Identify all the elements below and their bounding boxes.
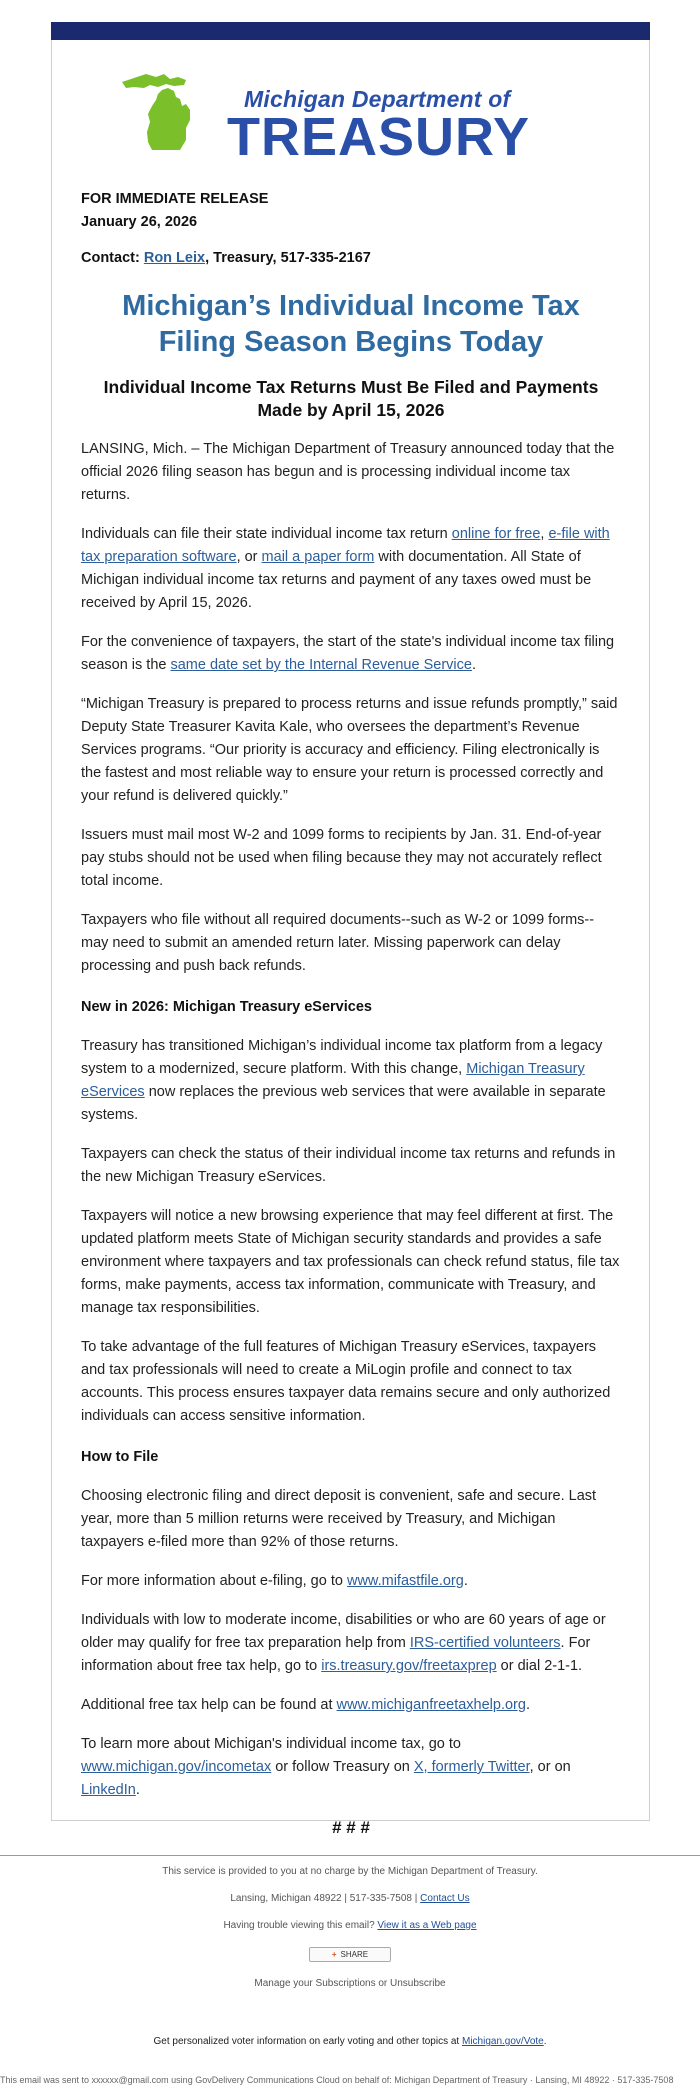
text-span: Treasury has transitioned Michigan’s individual income tax platform from a legacy system to a modernized, secure platform. With this change, (81, 1038, 603, 1077)
eservices-link[interactable]: Michigan Treasury eServices (81, 1061, 585, 1100)
footer-service-text: This service is provided to you at no charge by the Michigan Department of Treasury. (162, 1866, 538, 1877)
paper-form-link[interactable]: mail a paper form (261, 549, 375, 565)
footer (0, 1866, 700, 2005)
mifastfile-link[interactable]: www.mifastfile.org (346, 1573, 464, 1589)
paragraph-filing-options (81, 523, 621, 615)
paragraph-quote: “Michigan Treasury is prepared to process returns and issue refunds promptly,” said Deputy State Treasurer Kavita Kale, who oversees the department’s Revenue Services programs. “Our priority is accuracy and efficiency. Filing electronically is the fastest and most reliable way to ensure your return is processed correctly and your refund is delivered quickly.” (81, 696, 618, 804)
paragraph-efile-stats: Choosing electronic filing and direct deposit is convenient, safe and secure. Last year, more than 5 million returns were received by Treasury, and Michigan taxpayers e-filed more than 92% of those returns. (81, 1488, 597, 1550)
treasury-logo (104, 44, 531, 167)
vote-text: Get personalized voter information on early voting and other topics at (153, 2036, 462, 2047)
release-label: FOR IMMEDIATE RELEASE (81, 191, 269, 207)
vote-link[interactable]: Michigan.gov/Vote (462, 2036, 544, 2047)
paragraph-irs-date (81, 631, 621, 677)
efile-software-link[interactable]: e-file with tax preparation software (81, 526, 610, 565)
sent-to-notice: This email was sent to xxxxxx@gmail.com using GovDelivery Communications Cloud on behalf of: Michigan Department of Treasury · Lansing, MI 48922 · 517-335-7508 (0, 2075, 674, 2085)
section-heading-how-to-file: How to File (81, 1449, 159, 1465)
linkedin-link[interactable]: LinkedIn (81, 1782, 136, 1798)
incometax-link[interactable]: www.michigan.gov/incometax (81, 1759, 272, 1775)
footer-trouble (0, 1920, 700, 1931)
text-span: Individuals with low to moderate income, disabilities or who are 60 years of age or older may qualify for free tax preparation help from (81, 1612, 606, 1651)
logo-line-1: Michigan Department of (244, 86, 511, 112)
share-button[interactable] (309, 1947, 391, 1962)
footer-address (0, 1893, 700, 1904)
paragraph-additional-help (81, 1694, 621, 1717)
text-span: or dial 2-1-1. (496, 1658, 583, 1674)
vote-end: . (543, 2036, 547, 2047)
contact-name-link[interactable]: Ron Leix (143, 250, 206, 266)
manage-subscriptions[interactable]: Manage your Subscriptions or Unsubscribe (254, 1978, 446, 1989)
share-label: SHARE (340, 1950, 369, 1959)
michiganfreetaxhelp-link[interactable]: www.michiganfreetaxhelp.org (336, 1697, 526, 1713)
text-span: , or on (529, 1759, 571, 1775)
contact-label: Contact: (81, 250, 144, 266)
contact-line (81, 250, 621, 266)
press-release (81, 188, 621, 1838)
text-span: with documentation. All State of Michigan individual income tax returns and payment of any taxes owed must be received by April 15, 2026. (81, 549, 592, 611)
text-span: , (540, 526, 549, 542)
x-twitter-link[interactable]: X, formerly Twitter (413, 1759, 530, 1775)
header-bar (51, 22, 650, 40)
share-row (0, 1947, 700, 1962)
michigan-map-icon (104, 44, 244, 154)
text-span: now replaces the previous web services that were available in separate systems. (81, 1084, 606, 1123)
paragraph-free-help (81, 1609, 621, 1678)
online-for-free-link[interactable]: online for free (451, 526, 541, 542)
text-span: . For information about free tax help, go to (81, 1635, 591, 1674)
freetaxprep-link[interactable]: irs.treasury.gov/freetaxprep (321, 1658, 497, 1674)
headline: Michigan’s Individual Income Tax Filing Season Begins Today (122, 290, 580, 358)
paragraph-mifastfile (81, 1570, 621, 1593)
text-span: . (463, 1573, 468, 1589)
text-span: Additional free tax help can be found at (81, 1697, 337, 1713)
paragraph-intro: LANSING, Mich. – The Michigan Department of Treasury announced today that the official 2026 filing season has begun and is processing individual income tax returns. (81, 441, 615, 503)
trouble-text: Having trouble viewing this email? (223, 1920, 378, 1931)
address-text: Lansing, Michigan 48922 | 517-335-7508 | (230, 1893, 421, 1904)
text-span: or follow Treasury on (271, 1759, 414, 1775)
paragraph-missing-documents: Taxpayers who file without all required documents--such as W-2 or 1099 forms--may need to submit an amended return later. Missing paperwork can delay processing and push back refunds. (81, 912, 595, 974)
irs-date-link[interactable]: same date set by the Internal Revenue Service (170, 657, 472, 673)
view-web-page-link[interactable]: View it as a Web page (377, 1920, 477, 1931)
text-span: For the convenience of taxpayers, the start of the state's individual income tax filing season is the (81, 634, 615, 673)
paragraph-status-check: Taxpayers can check the status of their individual income tax returns and refunds in the new Michigan Treasury eServices. (81, 1146, 616, 1185)
release-date: January 26, 2026 (81, 214, 198, 230)
paragraph-eservices (81, 1035, 621, 1127)
text-span: , or (236, 549, 262, 565)
contact-details: , Treasury, 517-335-2167 (205, 250, 371, 266)
plus-icon: + (331, 1950, 337, 1959)
section-heading-new: New in 2026: Michigan Treasury eServices (81, 999, 372, 1015)
paragraph-browsing: Taxpayers will notice a new browsing experience that may feel different at first. The updated platform meets State of Michigan security standards and provides a safe environment where taxpayers and tax professionals can check refund status, file tax forms, make payments, access tax information, communicate with Treasury, and manage tax responsibilities. (81, 1208, 620, 1316)
text-span: For more information about e-filing, go to (81, 1573, 347, 1589)
logo-line-2: TREASURY (227, 107, 531, 167)
paragraph-milogin: To take advantage of the full features of Michigan Treasury eServices, taxpayers and tax professionals will need to create a MiLogin profile and connect to tax accounts. This process ensures taxpayer data remains secure and only authorized individuals can access sensitive information. (81, 1339, 611, 1424)
footer-divider (0, 1855, 700, 1856)
irs-volunteers-link[interactable]: IRS-certified volunteers (409, 1635, 561, 1651)
subheadline: Individual Income Tax Returns Must Be Filed and Payments Made by April 15, 2026 (103, 377, 599, 420)
paragraph-w2-forms: Issuers must mail most W-2 and 1099 forms to recipients by Jan. 31. End-of-year pay stubs should not be used when filing because they may not accurately reflect total income. (81, 827, 602, 889)
voter-info (0, 2036, 700, 2047)
end-marks: # # # (332, 1818, 370, 1837)
text-span: To learn more about Michigan's individual income tax, go to (81, 1736, 461, 1752)
text-span: . (135, 1782, 140, 1798)
text-span: . (525, 1697, 530, 1713)
text-span: Individuals can file their state individual income tax return (81, 526, 452, 542)
text-span: . (471, 657, 476, 673)
paragraph-learn-more (81, 1733, 621, 1802)
contact-us-link[interactable]: Contact Us (420, 1893, 470, 1904)
